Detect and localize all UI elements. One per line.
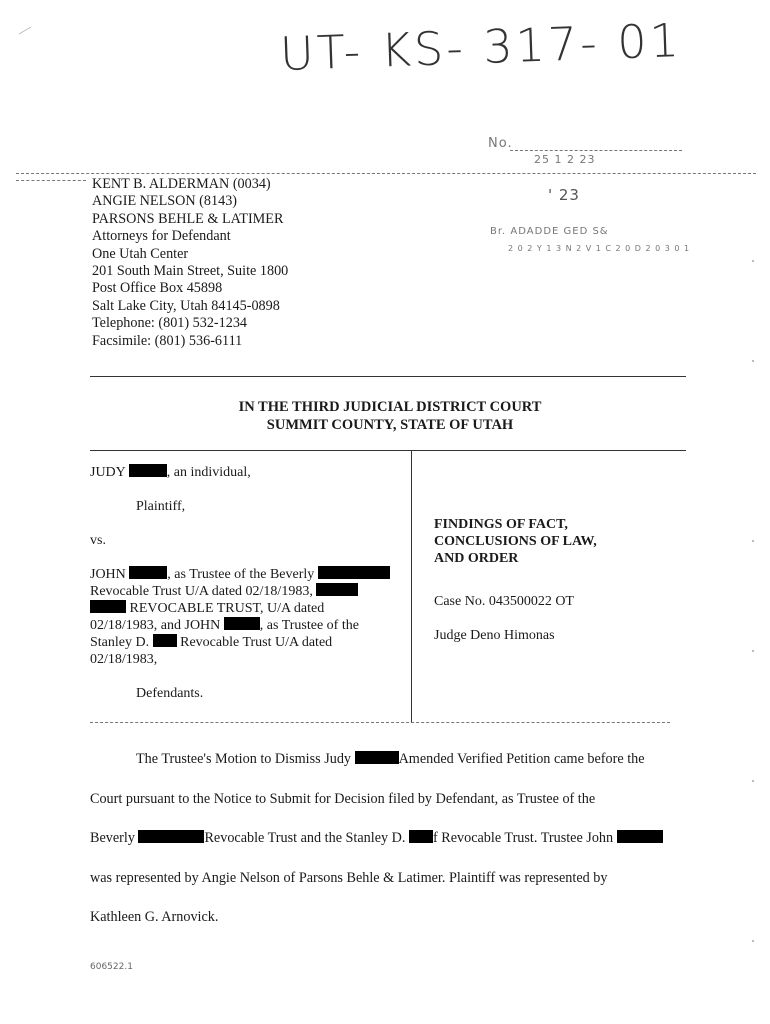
document-title-3: AND ORDER xyxy=(434,551,519,566)
caption-bottom-rule xyxy=(90,722,670,723)
body-paragraph xyxy=(90,740,684,938)
redaction xyxy=(153,634,177,647)
caption-top-rule xyxy=(90,450,686,451)
attorney-block xyxy=(92,176,288,350)
redaction xyxy=(224,617,260,630)
redaction xyxy=(90,600,126,613)
redaction xyxy=(318,566,390,579)
defendant-line-2: Revocable Trust U/A dated 02/18/1983, xyxy=(90,583,410,600)
scan-speck xyxy=(752,780,754,782)
court-name: IN THE THIRD JUDICIAL DISTRICT COURT xyxy=(238,399,542,415)
scan-speck xyxy=(752,940,754,942)
caption-title-block xyxy=(434,516,694,644)
plaintiff-desc: , an individual, xyxy=(166,465,251,480)
address-line-4: Salt Lake City, Utah 84145-0898 xyxy=(92,297,280,314)
stamp-date: 25 1 2 23 xyxy=(534,153,596,166)
document-title-2: CONCLUSIONS OF LAW, xyxy=(434,534,597,549)
versus: vs. xyxy=(90,533,106,548)
telephone: Telephone: (801) 532-1234 xyxy=(92,315,248,332)
plaintiff-line xyxy=(90,464,410,481)
body-line-3: Beverly Revocable Trust and the Stanley D. f Revocable Trust. Trustee John xyxy=(90,819,684,859)
stamp-no-label: No. xyxy=(488,136,513,151)
redaction xyxy=(355,751,399,764)
rule-above-court xyxy=(90,376,686,377)
judge-name: Judge Deno Himonas xyxy=(434,628,555,643)
case-number: Case No. 043500022 OT xyxy=(434,594,574,609)
address-line-2: 201 South Main Street, Suite 1800 xyxy=(92,263,289,280)
caption-divider xyxy=(411,450,412,723)
plaintiff-label: Plaintiff, xyxy=(136,499,186,514)
body-line-4: was represented by Angie Nelson of Parsons Behle & Latimer. Plaintiff was represented by xyxy=(90,869,608,886)
attorney-role: Attorneys for Defendant xyxy=(92,228,231,245)
court-heading xyxy=(120,398,660,434)
defendants-label: Defendants. xyxy=(136,686,204,701)
defendant-line-4: 02/18/1983, and JOHN , as Trustee of the xyxy=(90,618,359,633)
attorney-name-2: ANGIE NELSON (8143) xyxy=(92,193,238,210)
defendant-line-1: JOHN , as Trustee of the Beverly xyxy=(90,566,410,583)
attorney-name-1: KENT B. ALDERMAN (0034) xyxy=(92,176,271,192)
redaction xyxy=(316,583,358,596)
header-rule xyxy=(16,173,756,174)
handwritten-case-code: UT- KS- 317- 01 xyxy=(279,13,683,81)
plaintiff-first: JUDY xyxy=(90,465,126,480)
document-title-1: FINDINGS OF FACT, xyxy=(434,517,568,532)
scan-speck xyxy=(752,360,754,362)
redaction xyxy=(409,830,433,843)
document-id: 606522.1 xyxy=(90,962,133,972)
caption-parties xyxy=(90,464,410,702)
scan-speck xyxy=(752,650,754,652)
redaction xyxy=(617,830,663,843)
stamp-clerk: Br. ADADDE GED S& xyxy=(490,226,609,237)
body-line-1: The Trustee's Motion to Dismiss Judy Amended Verified Petition came before the xyxy=(136,751,645,767)
redaction xyxy=(129,566,167,579)
law-firm: PARSONS BEHLE & LATIMER xyxy=(92,210,284,227)
stamp-filed: ' 23 xyxy=(548,186,580,204)
defendant-line-6: 02/18/1983, xyxy=(90,652,158,667)
scan-speck xyxy=(752,540,754,542)
address-line-1: One Utah Center xyxy=(92,245,189,262)
scan-speck xyxy=(752,260,754,262)
scan-mark xyxy=(19,27,32,35)
header-rule-short xyxy=(16,180,86,181)
address-line-3: Post Office Box 45898 xyxy=(92,280,223,297)
stamp-line xyxy=(510,150,682,151)
redaction xyxy=(129,464,167,477)
body-line-2: Court pursuant to the Notice to Submit for Decision filed by Defendant, as Trustee of the xyxy=(90,790,596,807)
defendant-line-5: Stanley D. Revocable Trust U/A dated xyxy=(90,635,333,650)
defendant-line-3: REVOCABLE TRUST, U/A dated xyxy=(90,600,410,617)
body-line-5: Kathleen G. Arnovick. xyxy=(90,909,219,925)
redaction xyxy=(138,830,204,843)
facsimile: Facsimile: (801) 536-6111 xyxy=(92,332,243,349)
court-county: SUMMIT COUNTY, STATE OF UTAH xyxy=(266,417,514,433)
stamp-county: 2 0 2 Y 1 3 N 2 V 1 C 2 0 D 2 0 3 0 1 xyxy=(508,244,691,253)
